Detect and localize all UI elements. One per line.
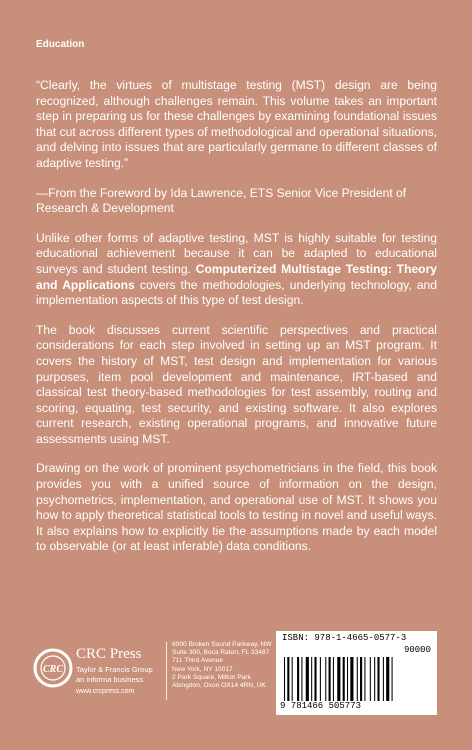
barcode-bar (311, 657, 312, 701)
attribution-line-2: Research & Development (36, 201, 174, 216)
cover-text (36, 78, 437, 569)
book-title: Computerized Multistage Testing: Theory and Applications (36, 261, 437, 292)
quote-attribution (36, 186, 437, 217)
publisher-business: an informa business (76, 675, 144, 684)
paragraph-1-start: Unlike other forms of adaptive testing, MST is highly suitable for testing educational achievement because it can be adapted to educational surveys and student testing. (36, 230, 437, 276)
barcode-bar (284, 657, 285, 701)
barcode-bar (386, 657, 389, 701)
publisher-website: www.crcpress.com (76, 688, 135, 695)
publisher-name: CRC Press (76, 646, 142, 662)
price-code: 90000 (403, 645, 431, 655)
barcode-digits: 9 781466 505773 (280, 701, 362, 711)
barcode-bar (337, 657, 340, 701)
address-line: New York, NY 10017 (172, 665, 233, 673)
barcode-bar (297, 657, 299, 701)
attribution-line-1: —From the Foreword by Ida Lawrence, ETS Senior Vice President of (36, 185, 407, 200)
paragraph-2: The book discusses current scientific perspectives and practical considerations for each step involved in setting up an MST program. It covers the history of MST, test design and implementation for various purposes, item pool development and maintenance, IRT-based and classical test theory-based methodologies for test assembly, routing and scoring, equating, test security, and existing software. It also explores current research, existing operational programs, and innovative future assessments using MST. (36, 322, 437, 446)
address-line: 711 Third Avenue (172, 657, 223, 665)
barcode-bar (374, 657, 375, 701)
barcode-bar (370, 657, 371, 701)
publisher-group: Taylor & Francis Group (76, 665, 153, 674)
barcode-bar (329, 657, 331, 701)
barcode-bar (357, 657, 358, 701)
barcode-bar (320, 657, 321, 701)
publisher-addresses (172, 641, 272, 690)
category-label: Education (36, 39, 85, 50)
footer-divider (166, 642, 167, 700)
barcode-bar (333, 657, 334, 701)
barcode-bar (377, 657, 379, 701)
barcode-bar (383, 657, 384, 701)
barcode-bar (301, 657, 302, 701)
barcode-graphic (284, 657, 429, 701)
address-line: Abingdon, Oxon OX14 4RN, UK (172, 682, 266, 690)
paragraph-3: Drawing on the work of prominent psychometricians in the field, this book provides you with a unified source of information on the design, psychometrics, implementation, and operational use of MST. It shows you how to apply theoretical statistical tools to testing in novel and useful ways. It also explains how to explicitly tie the assumptions made by each model to observable (or at least inferable) data conditions. (36, 461, 437, 554)
publisher-block (33, 644, 163, 704)
barcode-bar (350, 657, 353, 701)
paragraph-1 (36, 231, 437, 309)
address-line: Suite 300, Boca Raton, FL 33487 (172, 649, 270, 657)
barcode-bar (364, 657, 365, 701)
barcode-bar (306, 657, 309, 701)
cover-footer (0, 620, 472, 750)
barcode-bar (314, 657, 316, 701)
barcode-bar (287, 657, 289, 701)
barcode-bar (392, 657, 393, 701)
paragraph-1-end: covers the methodologies, underlying technology, and implementation aspects of this type of test design. (36, 277, 437, 308)
isbn: ISBN: 978-1-4665-0577-3 (282, 633, 407, 643)
foreword-quote: “Clearly, the virtues of multistage testing (MST) design are being recognized, although challenges remain. This volume takes an important step in preparing us for these challenges by examining foundational issues that cut across different types of methodological and operational situations, and delving into issues that are particularly germane to different classes of adaptive testing.” (36, 78, 437, 170)
barcode-bar (360, 657, 362, 701)
logo-text: CRC (42, 664, 64, 675)
barcode-panel (276, 631, 437, 715)
address-line: 2 Park Square, Milton Park (172, 673, 251, 681)
barcode-bar (292, 657, 293, 701)
crc-logo-icon (33, 648, 73, 688)
barcode-bar (347, 657, 348, 701)
barcode-bar (325, 657, 326, 701)
address-line: 6000 Broken Sound Parkway, NW (172, 641, 272, 648)
barcode-bar (343, 657, 345, 701)
